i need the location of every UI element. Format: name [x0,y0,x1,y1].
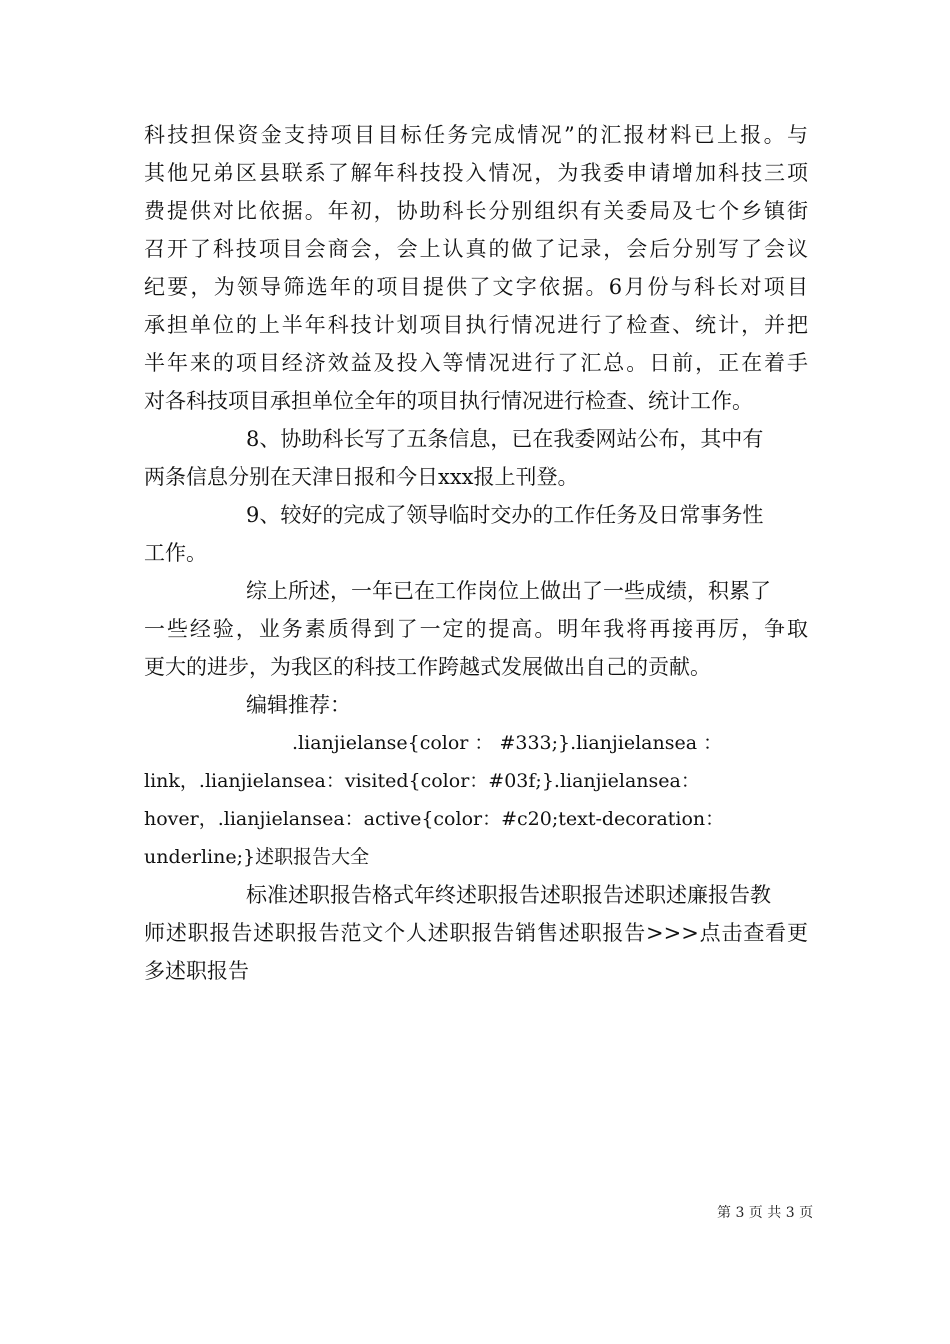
css-code-line: underline;}述职报告大全 [144,846,370,868]
paragraph-line: 承担单位的上半年科技计划项目执行情况进行了检查、统计，并把 [144,313,808,337]
paragraph-line: 科技担保资金支持项目目标任务完成情况”的汇报材料已上报。与 [144,123,808,147]
recommend-links-line: 师述职报告述职报告范文个人述职报告销售述职报告>>>点击查看更 [144,921,808,945]
document-body [144,116,808,990]
summary-paragraph-line: 综上所述，一年已在工作岗位上做出了一些成绩，积累了 [246,579,771,603]
summary-paragraph-line: 一些经验，业务素质得到了一定的提高。明年我将再接再厉，争取 [144,617,808,641]
paragraph-line: 工作。 [144,541,207,565]
paragraph-line: 两条信息分别在天津日报和今日xxx报上刊登。 [144,465,579,489]
css-code-line: .lianjielanse{color ： #333;}.lianjielansea ： [292,732,723,754]
css-code-line: hover，.lianjielansea：active{color：#c20;text-decoration： [144,808,725,830]
page-number: 第 3 页 共 3 页 [717,1205,814,1221]
summary-paragraph-line: 更大的进步，为我区的科技工作跨越式发展做出自己的贡献。 [144,655,711,679]
paragraph-line: 费提供对比依据。年初，协助科长分别组织有关委局及七个乡镇街 [144,199,808,223]
recommend-links-line: 标准述职报告格式年终述职报告述职报告述职述廉报告教 [246,883,771,907]
paragraph-line: 召开了科技项目会商会，会上认真的做了记录，会后分别写了会议 [144,237,808,261]
paragraph-line: 其他兄弟区县联系了解年科技投入情况，为我委申请增加科技三项 [144,161,808,185]
editor-recommend-heading: 编辑推荐： [246,693,351,717]
css-code-line: link，.lianjielansea：visited{color：#03f;}.lianjielansea： [144,770,700,792]
paragraph-line-item-8: 8、协助科长写了五条信息，已在我委网站公布，其中有 [246,427,764,451]
paragraph-line: 半年来的项目经济效益及投入等情况进行了汇总。日前，正在着手 [144,351,808,375]
paragraph-line: 对各科技项目承担单位全年的项目执行情况进行检查、统计工作。 [144,389,753,413]
recommend-links-line: 多述职报告 [144,959,249,983]
paragraph-line-item-9: 9、较好的完成了领导临时交办的工作任务及日常事务性 [246,503,764,527]
paragraph-line: 纪要，为领导筛选年的项目提供了文字依据。6月份与科长对项目 [144,275,808,299]
